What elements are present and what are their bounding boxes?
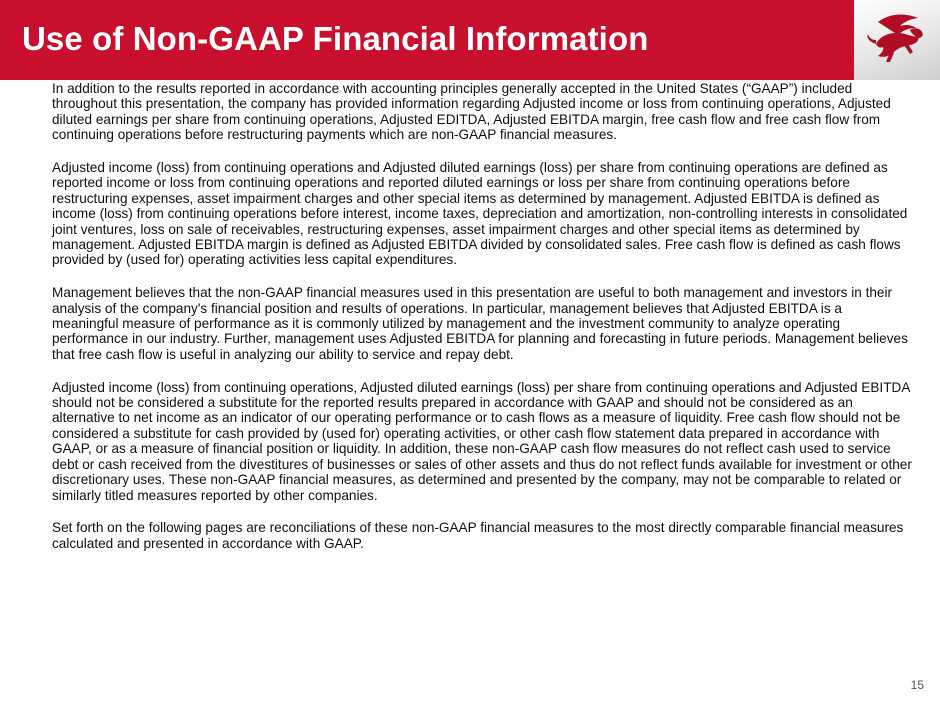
- logo: [854, 0, 940, 80]
- page-number: 15: [910, 678, 924, 692]
- paragraph-definitions: Adjusted income (loss) from continuing operations and Adjusted diluted earnings (loss) per share from continuing operations are defined as reported income or loss from continuing operations and reported diluted earnings or loss per share from continuing operations before restructuring expenses, asset impairment charges and other special items as determined by management. Adjusted EBITDA is defined as income (loss) from continuing operations before interest, income taxes, depreciation and amortization, non-controlling interests in consolidated joint ventures, loss on sale of receivables, restructuring expenses, asset impairment charges and other special items as determined by management. Adjusted EBITDA margin is defined as Adjusted EBITDA divided by consolidated sales. Free cash flow is defined as cash flows provided by (used for) operating activities less capital expenditures.: [52, 160, 908, 268]
- paragraph-reconciliations: Set forth on the following pages are reconciliations of these non-GAAP financial measures to the most directly comparable financial measures calculated and presented in accordance with GAAP.: [52, 520, 904, 551]
- paragraph-management-view: Management believes that the non-GAAP financial measures used in this presentation are useful to both management and investors in their analysis of the company's financial position and results of operations. In particular, management believes that Adjusted EBITDA is a meaningful measure of performance as it is commonly utilized by management and the investment community to analyze operating performance in our industry. Further, management uses Adjusted EBITDA for planning and forecasting in future periods. Management believes that free cash flow is useful in analyzing our ability to service and repay debt.: [52, 285, 908, 362]
- winged-lion-icon: [854, 0, 940, 80]
- body-text: [52, 81, 912, 569]
- title-bar: [0, 0, 854, 80]
- slide-title: Use of Non-GAAP Financial Information: [22, 20, 649, 57]
- paragraph-limitations: Adjusted income (loss) from continuing operations, Adjusted diluted earnings (loss) per share from continuing operations and Adjusted EBITDA should not be considered a substitute for the reported results prepared in accordance with GAAP and should not be considered as an alternative to net income as an indicator of our operating performance or to cash flows as a measure of liquidity. Free cash flow should not be considered a substitute for cash provided by (used for) operating activities, or other cash flow statement data prepared in accordance with GAAP, or as a measure of financial position or liquidity. In addition, these non-GAAP cash flow measures do not reflect cash used to service debt or cash received from the divestitures of businesses or sales of other assets and thus do not reflect funds available for investment or other discretionary uses. These non-GAAP financial measures, as determined and presented by the company, may not be comparable to related or similarly titled measures reported by other companies.: [52, 379, 912, 503]
- paragraph-gaap-intro: In addition to the results reported in accordance with accounting principles generally accepted in the United States (“GAAP”) included throughout this presentation, the company has provided information regarding Adjusted income or loss from continuing operations, Adjusted diluted earnings per share from continuing operations, Adjusted EDITDA, Adjusted EBITDA margin, free cash flow and free cash flow from continuing operations before restructuring payments which are non-GAAP financial measures.: [52, 81, 891, 143]
